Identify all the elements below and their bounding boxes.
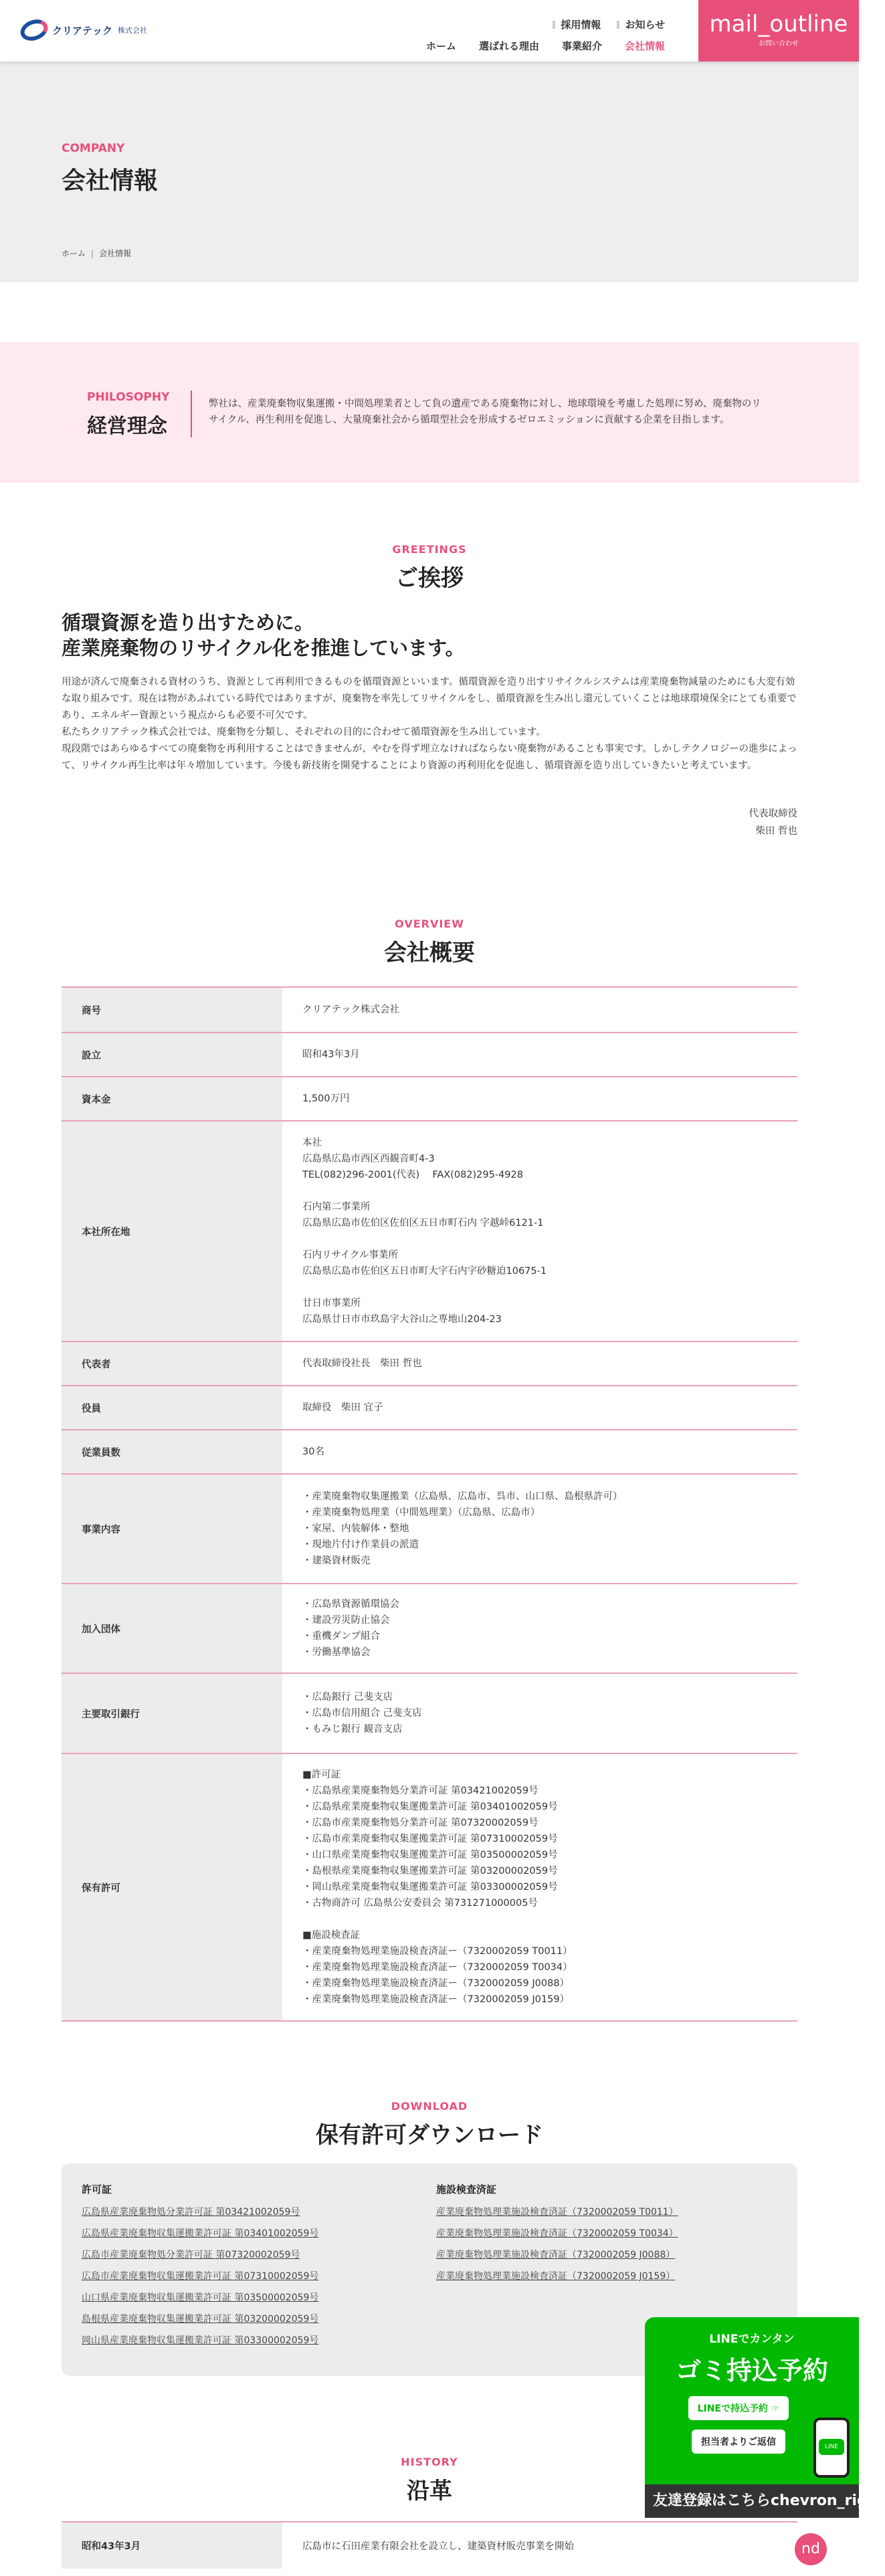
- overview-value-line: ・広島銀行 己斐支店: [302, 1692, 393, 1703]
- overview-value-line: ■施設検査証: [302, 1930, 361, 1941]
- logo-text: クリアテック: [52, 24, 113, 37]
- overview-value-line: ■許可証: [302, 1769, 341, 1780]
- overview-value-line: 廿日市事業所: [302, 1298, 361, 1309]
- greetings-lead-2: 産業廃棄物のリサイクル化を推進しています。: [62, 637, 465, 659]
- overview-row-label: 主要取引銀行: [62, 1673, 282, 1753]
- overview-row-label: 役員: [62, 1386, 282, 1430]
- line-reserve-button[interactable]: LINEで持込予約 ☞: [688, 2396, 789, 2420]
- history-event: 広島市に石田産業有限会社を設立し、建築資材販売事業を開始: [302, 2541, 574, 2552]
- history-row: [62, 2522, 797, 2569]
- overview-value-line: ・広島県産業廃棄物処分業許可証 第03421002059号: [302, 1786, 538, 1796]
- line-banner-title: ゴミ持込予約: [675, 2356, 828, 2385]
- download-permits-column: [82, 2182, 318, 2351]
- overview-row: [62, 1121, 797, 1341]
- download-title: 保有許可ダウンロード: [316, 2122, 543, 2149]
- download-link[interactable]: 岡山県産業廃棄物収集運搬業許可証 第03300002059号: [82, 2335, 319, 2346]
- overview-value-line: ・島根県産業廃棄物収集運搬業許可証 第03200002059号: [302, 1866, 558, 1876]
- overview-value-line: 代表取締役社長 柴田 哲也: [302, 1358, 422, 1369]
- overview-value-line: ・建築資材販売: [302, 1555, 371, 1566]
- overview-value-line: ・産業廃棄物処理業施設検査済証ー（7320002059 J0088）: [302, 1978, 570, 1989]
- overview-value-line: ・建設労災防止協会: [302, 1615, 390, 1626]
- overview-row-value: [282, 1430, 797, 1474]
- overview-value-line: ・古物商許可 広島県公安委員会 第731271000005号: [302, 1898, 538, 1909]
- line-phone-icon: [813, 2418, 850, 2478]
- contact-label: お問い合わせ: [759, 40, 799, 47]
- philosophy-title: 経営理念: [87, 415, 167, 438]
- overview-row: [62, 1474, 797, 1584]
- greetings-body: 用途が済んで廃棄される資材のうち、資源として再利用できるものを循環資源といいます。循環資源を造り出すリサイクルシステムは産業廃棄物減量のためにも大変有効な取り組みです。現在は物があふれている時代ではありますが、廃棄物を率先してリサイクルをし、循環資源を生み出し還元していくことは地球環境保全にとても重要であり、エネルギー資源という視点からも必要不可欠です。 私たちクリアテック株式会社では、廃棄物を分類し、それぞれの目的に合わせて循環資源を生み出しています。 現段階ではあらゆるすべての廃棄物を再利用することはできませんが、やむを得ず埋立なければならない廃棄物があることも事実です。しかしテクノロジーの進歩によって、リサイクル再生比率は年々増加しています。今後も新技術を開発することにより資源の再利用化を促進し、循環資源を造り出していきたいと考えています。: [62, 677, 797, 771]
- overview-value-line: ・広島市産業廃棄物収集運搬業許可証 第07310002059号: [302, 1834, 558, 1844]
- breadcrumb: [62, 247, 131, 259]
- overview-row-label: 代表者: [62, 1341, 282, 1386]
- overview-value-line: [302, 1911, 777, 1927]
- overview-value-line: 30名: [302, 1446, 324, 1457]
- overview-value-line: ・産業廃棄物処理業（中間処理業）（広島県、広島市）: [302, 1507, 540, 1518]
- overview-row: [62, 1033, 797, 1077]
- download-link[interactable]: 産業廃棄物処理業施設検査済証（7320002059 T0034）: [436, 2228, 678, 2239]
- overview-value-line: TEL(082)296-2001(代表) FAX(082)295-4928: [302, 1170, 523, 1180]
- overview-value-line: ・産業廃棄物処理業施設検査済証ー（7320002059 J0159）: [302, 1994, 570, 2005]
- line-friend-register-link[interactable]: 友達登録はこちらchevron_right: [645, 2484, 859, 2518]
- line-reply-badge: 担当者よりご返信: [692, 2430, 785, 2454]
- overview-row-value: [282, 1077, 797, 1121]
- overview-row-value: [282, 1753, 797, 2021]
- history-en: HISTORY: [401, 2456, 458, 2468]
- mail-icon: mail_outline: [709, 11, 848, 37]
- overview-value-line: 1,500万円: [302, 1093, 350, 1104]
- overview-value-line: ・重機ダンプ組合: [302, 1631, 381, 1642]
- overview-row-label: 商号: [62, 987, 282, 1033]
- overview-value-line: [302, 1183, 777, 1199]
- overview-value-line: ・もみじ銀行 観音支店: [302, 1724, 403, 1735]
- overview-value-line: 石内第二事業所: [302, 1202, 371, 1212]
- page-head-en: COMPANY: [62, 142, 125, 155]
- download-permits-title: 許可証: [82, 2183, 112, 2195]
- download-link[interactable]: 産業廃棄物処理業施設検査済証（7320002059 J0088）: [436, 2250, 676, 2260]
- breadcrumb-home[interactable]: ホーム: [62, 249, 86, 258]
- greetings-signature: [749, 805, 798, 840]
- overview-row-value: [282, 1033, 797, 1077]
- philosophy-en: PHILOSOPHY: [87, 391, 170, 404]
- contact-button[interactable]: [698, 0, 859, 62]
- page-top-button[interactable]: nd: [795, 2533, 827, 2565]
- overview-row: [62, 987, 797, 1033]
- overview-value-line: ・家屋、内装解体・整地: [302, 1523, 409, 1534]
- greetings-lead-1: 循環資源を造り出すために。: [62, 611, 314, 634]
- overview-row: [62, 1341, 797, 1386]
- greetings-heading: [0, 543, 859, 593]
- overview-row-label: 資本金: [62, 1077, 282, 1121]
- history-date: 昭和43年3月: [62, 2522, 282, 2569]
- overview-value-line: ・広島市産業廃棄物処分業許可証 第07320002059号: [302, 1818, 538, 1828]
- overview-row-label: 本社所在地: [62, 1121, 282, 1341]
- overview-value-line: ・産業廃棄物処理業施設検査済証ー（7320002059 T0011）: [302, 1946, 573, 1957]
- logo-mark-icon: [17, 16, 51, 45]
- util-news-link[interactable]: お知らせ: [617, 17, 665, 31]
- overview-value-line: ・山口県産業廃棄物収集運搬業許可証 第03500002059号: [302, 1850, 558, 1860]
- greetings-lead: [62, 610, 465, 661]
- overview-value-line: 昭和43年3月: [302, 1049, 360, 1060]
- overview-row: [62, 1077, 797, 1121]
- site-header: [0, 0, 859, 62]
- line-reservation-banner[interactable]: [645, 2317, 885, 2518]
- download-link[interactable]: 山口県産業廃棄物収集運搬業許可証 第03500002059号: [82, 2292, 319, 2303]
- overview-row: [62, 1430, 797, 1474]
- download-link[interactable]: 島根県産業廃棄物収集運搬業許可証 第03200002059号: [82, 2314, 319, 2325]
- download-link[interactable]: 広島市産業廃棄物処分業許可証 第07320002059号: [82, 2250, 300, 2260]
- overview-row: [62, 1584, 797, 1673]
- download-en: DOWNLOAD: [391, 2100, 468, 2113]
- nav-business[interactable]: 事業紹介: [561, 40, 602, 52]
- overview-en: OVERVIEW: [395, 918, 464, 930]
- overview-value-line: 広島県廿日市市玖島字大谷山之専地山204-23: [302, 1314, 502, 1325]
- download-inspections-title: 施設検査済証: [436, 2183, 497, 2195]
- util-recruit-link[interactable]: 採用情報: [553, 17, 601, 31]
- page-head: [0, 62, 859, 282]
- greetings-title: ご挨拶: [395, 565, 464, 592]
- overview-value-line: 取締役 柴田 宜子: [302, 1402, 383, 1413]
- overview-row: [62, 1673, 797, 1753]
- nav-reasons[interactable]: 選ばれる理由: [478, 40, 539, 52]
- overview-value-line: ・広島県資源循環協会: [302, 1599, 399, 1610]
- overview-value-line: 広島県広島市西区西観音町4-3: [302, 1154, 435, 1164]
- nav-company[interactable]: 会社情報: [624, 40, 665, 52]
- overview-row-label: 保有許可: [62, 1753, 282, 2021]
- page-title: 会社情報: [62, 167, 159, 195]
- overview-value-line: 広島県広島市佐伯区五日市町大字石内字砂糖迫10675-1: [302, 1266, 547, 1277]
- philosophy-divider: [191, 391, 192, 437]
- download-link[interactable]: 広島県産業廃棄物収集運搬業許可証 第03401002059号: [82, 2228, 319, 2239]
- line-banner-caption: LINEでカンタン: [709, 2333, 795, 2346]
- overview-row-value: [282, 1474, 797, 1584]
- logo-sub: 株式会社: [118, 26, 148, 35]
- overview-row-value: [282, 1673, 797, 1753]
- breadcrumb-current: 会社情報: [99, 249, 132, 258]
- history-title: 沿革: [407, 2478, 452, 2504]
- overview-heading: [0, 918, 859, 967]
- download-heading: [0, 2100, 859, 2149]
- signature-name: 柴田 哲也: [755, 826, 797, 837]
- overview-row-value: [282, 987, 797, 1033]
- site-logo[interactable]: [20, 20, 147, 40]
- overview-row-label: 加入団体: [62, 1584, 282, 1673]
- overview-row-value: [282, 1584, 797, 1673]
- download-inspections-column: [436, 2182, 678, 2287]
- download-link[interactable]: 産業廃棄物処理業施設検査済証（7320002059 T0011）: [436, 2207, 678, 2218]
- overview-value-line: ・労働基準協会: [302, 1647, 371, 1658]
- utility-nav: [553, 17, 665, 31]
- overview-value-line: ・岡山県産業廃棄物収集運搬業許可証 第03300002059号: [302, 1882, 558, 1893]
- signature-title: 代表取締役: [749, 809, 797, 819]
- overview-value-line: ・広島県産業廃棄物収集運搬業許可証 第03401002059号: [302, 1802, 558, 1812]
- overview-value-line: [302, 1279, 777, 1295]
- nav-home[interactable]: ホーム: [425, 40, 456, 52]
- overview-row: [62, 1753, 797, 2021]
- overview-value-line: [302, 1231, 777, 1247]
- philosophy-text: 弊社は、産業廃棄物収集運搬・中間処理業者として負の遺産である廃棄物に対し、地球環境を考慮した処理に努め、廃棄物のリサイクル、再生利用を促進し、大量廃棄社会から循環型社会を形成するゼロエミッションに貢献する企業を目指します。: [209, 399, 761, 425]
- overview-row: [62, 1386, 797, 1430]
- download-link[interactable]: 産業廃棄物処理業施設検査済証（7320002059 J0159）: [436, 2271, 676, 2282]
- history-table: [62, 2521, 797, 2569]
- company-overview-table: [62, 986, 797, 2022]
- overview-row-label: 事業内容: [62, 1474, 282, 1584]
- download-link[interactable]: 広島県産業廃棄物処分業許可証 第03421002059号: [82, 2207, 300, 2218]
- overview-value-line: ・産業廃棄物処理業施設検査済証ー（7320002059 T0034）: [302, 1962, 573, 1973]
- overview-value-line: ・産業廃棄物収集運搬業（広島県、広島市、呉市、山口県、島根県許可）: [302, 1491, 623, 1502]
- philosophy-section: [0, 342, 859, 483]
- overview-value-line: 石内リサイクル事業所: [302, 1250, 398, 1261]
- download-link[interactable]: 広島市産業廃棄物収集運搬業許可証 第07310002059号: [82, 2271, 319, 2282]
- overview-value-line: クリアテック株式会社: [302, 1004, 399, 1015]
- overview-value-line: 広島県広島市佐伯区佐伯区五日市町石内 字越峠6121-1: [302, 1218, 544, 1228]
- overview-value-line: ・広島市信用組合 己斐支店: [302, 1708, 422, 1719]
- overview-row-value: [282, 1341, 797, 1386]
- overview-title: 会社概要: [384, 940, 475, 966]
- global-nav: [426, 39, 665, 53]
- overview-row-value: [282, 1386, 797, 1430]
- overview-row-label: 従業員数: [62, 1430, 282, 1474]
- overview-row-label: 設立: [62, 1033, 282, 1077]
- breadcrumb-separator: |: [91, 249, 94, 258]
- greetings-en: GREETINGS: [392, 543, 467, 556]
- overview-value-line: ・現地片付け作業員の派遣: [302, 1539, 419, 1550]
- overview-row-value: [282, 1121, 797, 1341]
- overview-value-line: 本社: [302, 1138, 322, 1148]
